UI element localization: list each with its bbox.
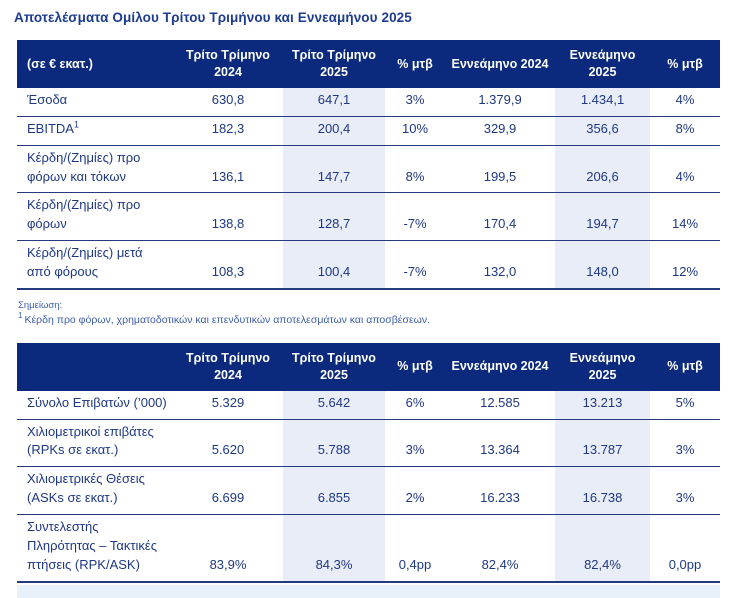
cell-value: 2% (385, 467, 445, 515)
cell-value: 630,8 (173, 88, 283, 116)
row-label: Σύνολο Επιβατών (’000) (17, 391, 173, 419)
table-row (17, 241, 720, 289)
cell-value: 199,5 (445, 145, 555, 193)
column-header: % μτβ (650, 40, 720, 88)
cell-value: 147,7 (283, 145, 385, 193)
table-row (17, 145, 720, 193)
table-row (17, 419, 720, 467)
cell-value: 3% (385, 419, 445, 467)
cell-value: 108,3 (173, 241, 283, 289)
table-row (17, 467, 720, 515)
cell-value: 5.620 (173, 419, 283, 467)
cell-value: 84,3% (283, 514, 385, 581)
cell-value: 182,3 (173, 116, 283, 145)
traffic-statistics-table (17, 343, 720, 583)
bottom-highlight-strip (17, 585, 720, 598)
cell-value: 148,0 (555, 241, 650, 289)
column-header: Εννεάμηνο 2025 (555, 40, 650, 88)
cell-value: 12.585 (445, 391, 555, 419)
cell-value: 6% (385, 391, 445, 419)
footnote-text (18, 311, 722, 326)
cell-value: 138,8 (173, 193, 283, 241)
table-row (17, 391, 720, 419)
cell-value: 82,4% (555, 514, 650, 581)
cell-value: 16.233 (445, 467, 555, 515)
cell-value: -7% (385, 193, 445, 241)
cell-value: 3% (650, 419, 720, 467)
cell-value: 5.788 (283, 419, 385, 467)
footnote-body: Κέρδη προ φόρων, χρηματοδοτικών και επενδυτικών αποτελεσμάτων και αποσβέσεων. (24, 313, 430, 326)
column-header: % μτβ (385, 40, 445, 88)
cell-value: 8% (650, 116, 720, 145)
cell-value: 13.213 (555, 391, 650, 419)
table-row (17, 193, 720, 241)
header-row (17, 40, 720, 88)
cell-value: 3% (650, 467, 720, 515)
spacer (14, 326, 722, 343)
row-label: Κέρδη/(Ζημίες) μετά από φόρους (17, 241, 173, 289)
cell-value: 16.738 (555, 467, 650, 515)
cell-value: 128,7 (283, 193, 385, 241)
cell-value: 206,6 (555, 145, 650, 193)
column-header: Εννεάμηνο 2025 (555, 343, 650, 391)
cell-value: -7% (385, 241, 445, 289)
row-label: Κέρδη/(Ζημίες) προ φόρων και τόκων (17, 145, 173, 193)
cell-value: 0,4pp (385, 514, 445, 581)
cell-value: 1.379,9 (445, 88, 555, 116)
cell-value: 200,4 (283, 116, 385, 145)
footnote-reference: 1 (73, 119, 79, 130)
page-title: Αποτελέσματα Ομίλου Τρίτου Τριμήνου και Εννεαμήνου 2025 (14, 10, 412, 25)
financial-results-body (17, 88, 720, 289)
row-label: Χιλιομετρικές Θέσεις (ASKs σε εκατ.) (17, 467, 173, 515)
cell-value: 136,1 (173, 145, 283, 193)
column-header: (σε € εκατ.) (17, 40, 173, 88)
row-label: Κέρδη/(Ζημίες) προ φόρων (17, 193, 173, 241)
cell-value: 6.855 (283, 467, 385, 515)
column-header: Τρίτο Τρίμηνο 2025 (283, 343, 385, 391)
financial-results-header (17, 40, 720, 88)
cell-value: 8% (385, 145, 445, 193)
table-row (17, 116, 720, 145)
cell-value: 170,4 (445, 193, 555, 241)
traffic-statistics-header (17, 343, 720, 391)
header-row (17, 343, 720, 391)
footnote-marker: 1 (18, 311, 23, 321)
cell-value: 13.787 (555, 419, 650, 467)
row-label: Έσοδα (17, 88, 173, 116)
cell-value: 82,4% (445, 514, 555, 581)
column-header: Εννεάμηνο 2024 (445, 40, 555, 88)
table-row (17, 88, 720, 116)
cell-value: 14% (650, 193, 720, 241)
column-header: % μτβ (385, 343, 445, 391)
column-header: Τρίτο Τρίμηνο 2025 (283, 40, 385, 88)
footnote-heading: Σημείωση: (18, 299, 63, 311)
column-header: Τρίτο Τρίμηνο 2024 (173, 343, 283, 391)
cell-value: 1.434,1 (555, 88, 650, 116)
cell-value: 5.329 (173, 391, 283, 419)
cell-value: 100,4 (283, 241, 385, 289)
cell-value: 647,1 (283, 88, 385, 116)
column-header: % μτβ (650, 343, 720, 391)
cell-value: 83,9% (173, 514, 283, 581)
cell-value: 0,0pp (650, 514, 720, 581)
column-header: Τρίτο Τρίμηνο 2024 (173, 40, 283, 88)
cell-value: 356,6 (555, 116, 650, 145)
cell-value: 13.364 (445, 419, 555, 467)
cell-value: 5.642 (283, 391, 385, 419)
column-header (17, 343, 173, 391)
traffic-statistics-body (17, 391, 720, 582)
cell-value: 12% (650, 241, 720, 289)
financial-results-table (17, 40, 720, 290)
cell-value: 132,0 (445, 241, 555, 289)
cell-value: 10% (385, 116, 445, 145)
cell-value: 6.699 (173, 467, 283, 515)
row-label: Συντελεστής Πληρότητας – Τακτικές πτήσεις (RPK/ASK) (17, 514, 173, 581)
row-label: EBITDA$^1$ (17, 116, 173, 145)
cell-value: 4% (650, 145, 720, 193)
row-label: Χιλιομετρικοί επιβάτες (RPKs σε εκατ.) (17, 419, 173, 467)
cell-value: 194,7 (555, 193, 650, 241)
cell-value: 4% (650, 88, 720, 116)
cell-value: 5% (650, 391, 720, 419)
cell-value: 3% (385, 88, 445, 116)
table-row (17, 514, 720, 581)
cell-value: 329,9 (445, 116, 555, 145)
column-header: Εννεάμηνο 2024 (445, 343, 555, 391)
